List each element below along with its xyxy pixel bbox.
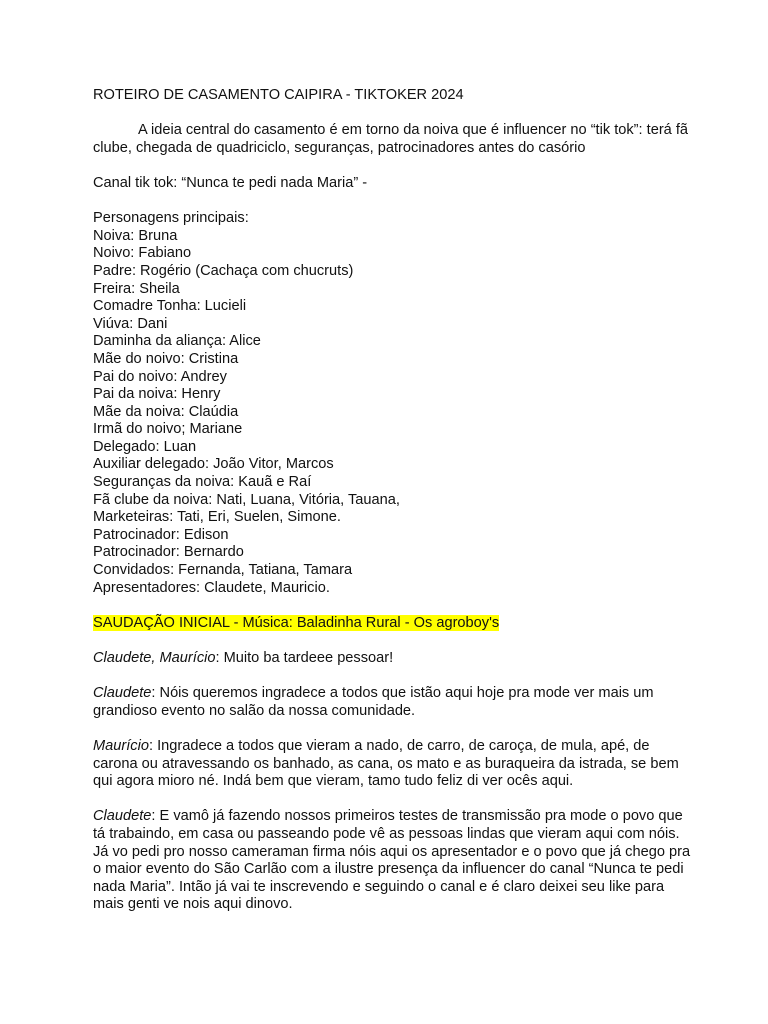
character-item: Noivo: Fabiano	[93, 245, 192, 262]
character-item: Irmã do noivo; Mariane	[93, 421, 243, 438]
dialogue-line: grandioso evento no salão da nossa comunidade.	[93, 702, 416, 719]
character-item: Seguranças da noiva: Kauã e Raí	[93, 474, 312, 491]
character-item: Daminha da aliança: Alice	[93, 333, 261, 350]
character-item: Viúva: Dani	[93, 315, 168, 332]
character-item: Apresentadores: Claudete, Mauricio.	[93, 579, 330, 596]
speaker-name: Claudete, Maurício	[93, 650, 216, 666]
character-item: Convidados: Fernanda, Tatiana, Tamara	[93, 562, 353, 579]
speaker-name: Maurício	[93, 737, 149, 754]
character-item: Noiva: Bruna	[93, 227, 178, 244]
dialogue-line	[93, 685, 708, 703]
dialogue-entry	[93, 685, 708, 720]
intro-line: clube, chegada de quadriciclo, seguranças, patrocinadores antes do casório	[93, 139, 586, 156]
dialogue-entry	[93, 808, 708, 914]
characters-section	[93, 210, 708, 597]
dialogue-line: tá trabaindo, em casa ou passeando pode vê as pessoas lindas que vieram aqui com nóis.	[93, 825, 680, 842]
character-item: Padre: Rogério (Cachaça com chucruts)	[93, 262, 354, 279]
characters-heading: Personagens principais:	[93, 210, 249, 227]
character-item: Patrocinador: Edison	[93, 526, 229, 543]
character-item: Patrocinador: Bernardo	[93, 544, 244, 561]
speaker-name: Claudete	[93, 808, 152, 825]
section-heading	[93, 615, 708, 633]
dialogue-entry	[93, 738, 708, 791]
character-item: Fã clube da noiva: Nati, Luana, Vitória, Tauana,	[93, 491, 400, 508]
dialogue-text: : E vamô já fazendo nossos primeiros testes de transmissão pra mode o povo que	[151, 808, 683, 825]
highlighted-heading: SAUDAÇÃO INICIAL - Música: Baladinha Rural - Os agroboy's	[93, 614, 500, 631]
character-item: Pai do noivo: Andrey	[93, 368, 227, 385]
characters-list	[93, 228, 708, 597]
character-item: Mãe da noiva: Claúdia	[93, 403, 239, 420]
character-item: Comadre Tonha: Lucieli	[93, 298, 247, 315]
dialogue-line: qui agora mioro né. Indá bem que vieram, tamo tudo feliz di ver ocês aqui.	[93, 773, 574, 790]
dialogue-line: o maior evento do São Carlão com a ilustre presença da influencer do canal “Nunca te pedi	[93, 861, 684, 878]
dialogue-line	[93, 808, 708, 826]
dialogue-text: : Nóis queremos ingradece a todos que istão aqui hoje pra mode ver mais um	[151, 685, 654, 702]
speaker-name: Claudete	[93, 685, 152, 702]
dialogue-line: mais genti ve nois aqui dinovo.	[93, 896, 293, 913]
tiktok-channel: Canal tik tok: “Nunca te pedi nada Maria” -	[93, 174, 368, 191]
character-item: Marketeiras: Tati, Eri, Suelen, Simone.	[93, 509, 341, 526]
dialogue-entry	[93, 650, 708, 668]
document-title: ROTEIRO DE CASAMENTO CAIPIRA - TIKTOKER 2024	[93, 87, 464, 103]
dialogue-line	[93, 738, 708, 756]
intro-line: A ideia central do casamento é em torno da noiva que é influencer no “tik tok”: terá fã	[138, 122, 689, 139]
dialogue-line: nada Maria”. Intão já vai te inscrevendo e seguindo o canal e é claro deixei seu like para	[93, 878, 665, 895]
dialogue-text: : Muito ba tardeee pessoar!	[215, 650, 394, 666]
dialogue-line: carona ou atravessando os banhado, as cana, os mato e as buraqueira da istrada, se bem	[93, 755, 679, 772]
dialogue-line	[93, 650, 708, 668]
character-item: Delegado: Luan	[93, 438, 197, 455]
dialogue-text: : Ingradece a todos que vieram a nado, de carro, de caroça, de mula, apé, de	[148, 737, 650, 754]
dialogue-line: Já vo pedi pro nosso cameraman firma nóis aqui os apresentador e o povo que já chego pra	[93, 843, 691, 860]
character-item: Auxiliar delegado: João Vitor, Marcos	[93, 456, 334, 473]
intro-paragraph	[93, 122, 708, 157]
character-item: Freira: Sheila	[93, 280, 180, 297]
character-item: Mãe do noivo: Cristina	[93, 350, 239, 367]
character-item: Pai da noiva: Henry	[93, 386, 221, 403]
